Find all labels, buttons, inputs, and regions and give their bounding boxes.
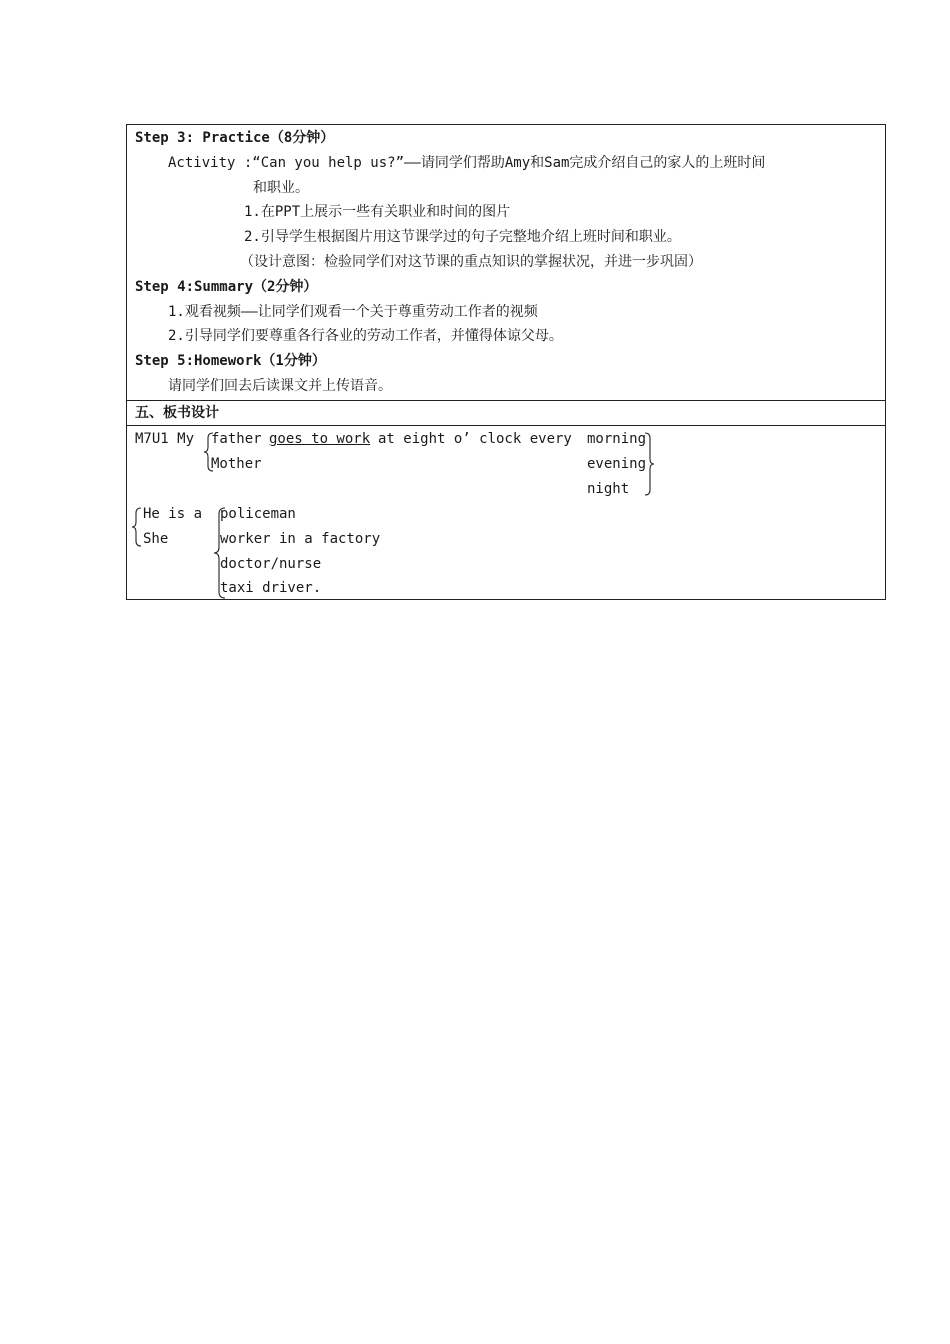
step4-item1: 1.观看视频——让同学们观看一个关于尊重劳动工作者的视频 [168, 304, 538, 320]
step3-note: （设计意图：检验同学们对这节课的重点知识的掌握状况，并进一步巩固） [240, 254, 702, 270]
board-time-morning: morning [587, 431, 647, 447]
board-pronoun-she: She [143, 531, 169, 547]
step4-item2: 2.引导同学们要尊重各行各业的劳动工作者，并懂得体谅父母。 [168, 328, 563, 344]
step3-item2: 2.引导学生根据图片用这节课学过的句子完整地介绍上班时间和职业。 [244, 229, 681, 245]
step5-heading: Step 5:Homework（1分钟） [135, 353, 326, 369]
step3-item1: 1.在PPT上展示一些有关职业和时间的图片 [244, 204, 511, 220]
step4-heading: Step 4:Summary（2分钟） [135, 279, 318, 295]
steps-section [127, 125, 885, 400]
board-job-worker: worker in a factory [220, 531, 381, 547]
step5-item1: 请同学们回去后读课文并上传语音。 [168, 378, 392, 394]
board-pronoun-he: He is a [143, 506, 203, 522]
times-brace-icon [643, 432, 655, 496]
board-time-phrase: at eight o’ clock every [378, 431, 572, 447]
board-subject-father: father [211, 431, 262, 447]
lesson-plan-table [126, 124, 886, 600]
board-subject-mother: Mother [211, 456, 262, 472]
board-design [127, 425, 885, 599]
board-header: 五、板书设计 [135, 405, 219, 421]
board-job-policeman: policeman [220, 506, 296, 522]
subject-brace-icon [203, 432, 215, 472]
pronoun-brace-icon [131, 507, 143, 547]
step3-activity-line2: 和职业。 [253, 180, 309, 196]
board-time-evening: evening [587, 456, 647, 472]
jobs-brace-icon [213, 507, 227, 599]
step3-activity-line1: Activity :“Can you help us?”——请同学们帮助Amy和Sam完成介绍自己的家人的上班时间 [168, 155, 766, 171]
board-job-doctor: doctor/nurse [220, 556, 322, 572]
board-prefix: M7U1 My [135, 431, 195, 447]
board-time-night: night [587, 481, 630, 497]
board-job-taxi: taxi driver. [220, 580, 322, 596]
board-verb-phrase: goes to work [269, 431, 371, 447]
board-header-row [127, 400, 885, 425]
step3-heading: Step 3: Practice（8分钟） [135, 130, 335, 146]
